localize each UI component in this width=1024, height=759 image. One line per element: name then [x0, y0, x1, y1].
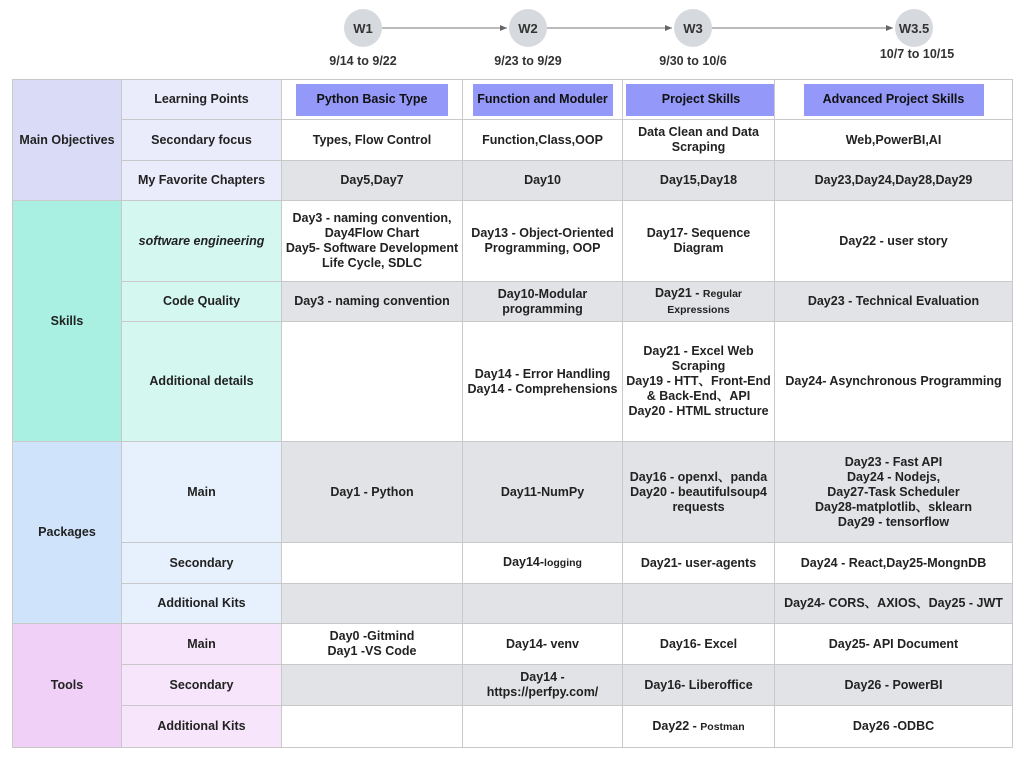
- pk-w35-part-1: Day24- CORS、AXIOS、: [784, 596, 929, 610]
- tm-w1-line-1: Day0 -Gitmind: [329, 629, 415, 643]
- pm-w35-line-4: Day28-matplotlib、sklearn: [815, 499, 972, 514]
- chip-project-skills: Project Skills: [626, 84, 775, 116]
- cell-ps-w3: Day21- user-agents: [623, 543, 775, 584]
- cell-tm-w1: [282, 624, 463, 665]
- row-additional-details: [13, 322, 1013, 442]
- row-label-packages-main: Main: [122, 442, 282, 543]
- ps-w2-topic: logging: [544, 557, 582, 569]
- category-skills: Skills: [13, 201, 122, 442]
- row-label-additional-details: Additional details: [122, 322, 282, 442]
- cell-tk-w3: [623, 706, 775, 748]
- ts-w2-line-2: https://perfpy.com/: [486, 685, 599, 699]
- cell-pm-w1: Day1 - Python: [282, 442, 463, 543]
- ad-w3-line-3: Day20 - HTML structure: [628, 404, 769, 418]
- cell-tm-w2: Day14- venv: [463, 624, 623, 665]
- row-learning-points: [13, 80, 1013, 120]
- cell-lp-w2: [463, 80, 623, 120]
- row-label-packages-kits: Additional Kits: [122, 584, 282, 624]
- learning-plan-table: [12, 79, 1013, 748]
- cell-sf-w35: Web,PowerBI,AI: [775, 120, 1013, 161]
- cell-ts-w3: Day16- Liberoffice: [623, 665, 775, 706]
- category-packages: Packages: [13, 442, 122, 624]
- row-favorite-chapters: [13, 161, 1013, 201]
- pm-w3-line-2: Day20 - beautifulsoup4 requests: [630, 484, 767, 514]
- cell-pm-w35: [775, 442, 1013, 543]
- cq-w3-topic: Regular Expressions: [667, 287, 743, 316]
- category-main-objectives: Main Objectives: [13, 80, 122, 201]
- cell-tk-w1: [282, 706, 463, 748]
- row-secondary-focus: [13, 120, 1013, 161]
- row-label-learning-points: Learning Points: [122, 80, 282, 120]
- cell-tm-w3: Day16- Excel: [623, 624, 775, 665]
- cell-ps-w35: Day24 - React,Day25-MongnDB: [775, 543, 1013, 584]
- cell-ts-w2: [463, 665, 623, 706]
- cell-fav-w3: Day15,Day18: [623, 161, 775, 201]
- cell-pk-w35: [775, 584, 1013, 624]
- week-dates-w35: 10/7 to 10/15: [879, 47, 955, 61]
- cell-sf-w3: Data Clean and Data Scraping: [623, 120, 775, 161]
- cell-cq-w2: Day10-Modular programming: [463, 282, 623, 322]
- cell-pk-w2: [463, 584, 623, 624]
- week-dates-w1: 9/14 to 9/22: [329, 54, 397, 68]
- cell-ad-w1: [282, 322, 463, 442]
- cell-pm-w2: Day11-NumPy: [463, 442, 623, 543]
- week-dates-w3: 9/30 to 10/6: [659, 54, 727, 68]
- row-label-favorite-chapters: My Favorite Chapters: [122, 161, 282, 201]
- row-tools-main: [13, 624, 1013, 665]
- row-label-tools-kits: Additional Kits: [122, 706, 282, 748]
- cell-cq-w1: Day3 - naming convention: [282, 282, 463, 322]
- chip-function-moduler: Function and Moduler: [473, 84, 613, 116]
- cell-fav-w1: Day5,Day7: [282, 161, 463, 201]
- ad-w2-line-1: Day14 - Error Handling: [474, 366, 611, 381]
- cq-w3-day: Day21 -: [654, 285, 703, 300]
- chip-advanced-project-skills: Advanced Project Skills: [804, 84, 984, 116]
- cell-cq-w35: Day23 - Technical Evaluation: [775, 282, 1013, 322]
- cell-ts-w35: Day26 - PowerBI: [775, 665, 1013, 706]
- pm-w35-line-1: Day23 - Fast API: [844, 454, 943, 469]
- week-node-w2: W2: [509, 9, 547, 47]
- cell-pk-w1: [282, 584, 463, 624]
- se-w1-line-2: Day4Flow Chart: [324, 226, 420, 240]
- week-node-w35: W3.5: [895, 9, 933, 47]
- row-tools-secondary: [13, 665, 1013, 706]
- cell-pm-w3: [623, 442, 775, 543]
- tm-w1-line-2: Day1 -VS Code: [327, 644, 417, 658]
- cell-fav-w35: Day23,Day24,Day28,Day29: [775, 161, 1013, 201]
- cell-se-w3: Day17- Sequence Diagram: [623, 201, 775, 282]
- row-packages-secondary: [13, 543, 1013, 584]
- row-label-tools-main: Main: [122, 624, 282, 665]
- row-label-secondary-focus: Secondary focus: [122, 120, 282, 161]
- tk-w3-topic: Postman: [700, 720, 745, 733]
- cell-ps-w1: [282, 543, 463, 584]
- pm-w35-line-5: Day29 - tensorflow: [837, 514, 950, 529]
- cell-se-w1: [282, 201, 463, 282]
- row-label-packages-secondary: Secondary: [122, 543, 282, 584]
- cell-fav-w2: Day10: [463, 161, 623, 201]
- cell-pk-w3: [623, 584, 775, 624]
- pm-w35-line-3: Day27-Task Scheduler: [827, 484, 960, 499]
- tk-w3-day: Day22 -: [652, 718, 701, 733]
- cell-lp-w1: [282, 80, 463, 120]
- cell-se-w35: Day22 - user story: [775, 201, 1013, 282]
- cell-lp-w35: [775, 80, 1013, 120]
- row-label-tools-secondary: Secondary: [122, 665, 282, 706]
- cell-ad-w2: [463, 322, 623, 442]
- se-w1-line-1: Day3 - naming convention,: [292, 211, 452, 225]
- cell-cq-w3: [623, 282, 775, 322]
- week-timeline: [0, 0, 1024, 78]
- cell-tm-w35: Day25- API Document: [775, 624, 1013, 665]
- cell-se-w2: Day13 - Object-Oriented Programming, OOP: [463, 201, 623, 282]
- category-tools: Tools: [13, 624, 122, 748]
- cell-tk-w35: Day26 -ODBC: [775, 706, 1013, 748]
- cell-ad-w3: [623, 322, 775, 442]
- ad-w2-line-2: Day14 - Comprehensions: [467, 381, 618, 396]
- cell-sf-w2: Function,Class,OOP: [463, 120, 623, 161]
- row-label-code-quality: Code Quality: [122, 282, 282, 322]
- ad-w3-line-1: Day21 - Excel Web Scraping: [643, 344, 754, 373]
- week-node-w3: W3: [674, 9, 712, 47]
- se-w1-line-3: Day5- Software Development Life Cycle, SDLC: [285, 241, 459, 270]
- pk-w35-part-2: Day25 - JWT: [928, 596, 1003, 610]
- week-dates-w2: 9/23 to 9/29: [494, 54, 562, 68]
- chip-python-basic-type: Python Basic Type: [296, 84, 448, 116]
- cell-ts-w1: [282, 665, 463, 706]
- ad-w3-line-2: Day19 - HTT、Front-End & Back-End、API: [626, 374, 771, 403]
- cell-lp-w3: [623, 80, 775, 120]
- row-label-software-engineering: software engineering: [122, 201, 282, 282]
- week-node-w1: W1: [344, 9, 382, 47]
- row-packages-main: [13, 442, 1013, 543]
- cell-tk-w2: [463, 706, 623, 748]
- row-packages-kits: [13, 584, 1013, 624]
- row-tools-kits: [13, 706, 1013, 748]
- cell-ps-w2: [463, 543, 623, 584]
- ts-w2-line-1: Day14 -: [520, 670, 565, 684]
- cell-sf-w1: Types, Flow Control: [282, 120, 463, 161]
- pm-w35-line-2: Day24 - Nodejs,: [846, 469, 941, 484]
- cell-ad-w35: Day24- Asynchronous Programming: [775, 322, 1013, 442]
- row-software-engineering: [13, 201, 1013, 282]
- ps-w2-day: Day14-: [503, 555, 545, 569]
- pm-w3-line-1: Day16 - openxl、panda: [629, 469, 768, 484]
- row-code-quality: [13, 282, 1013, 322]
